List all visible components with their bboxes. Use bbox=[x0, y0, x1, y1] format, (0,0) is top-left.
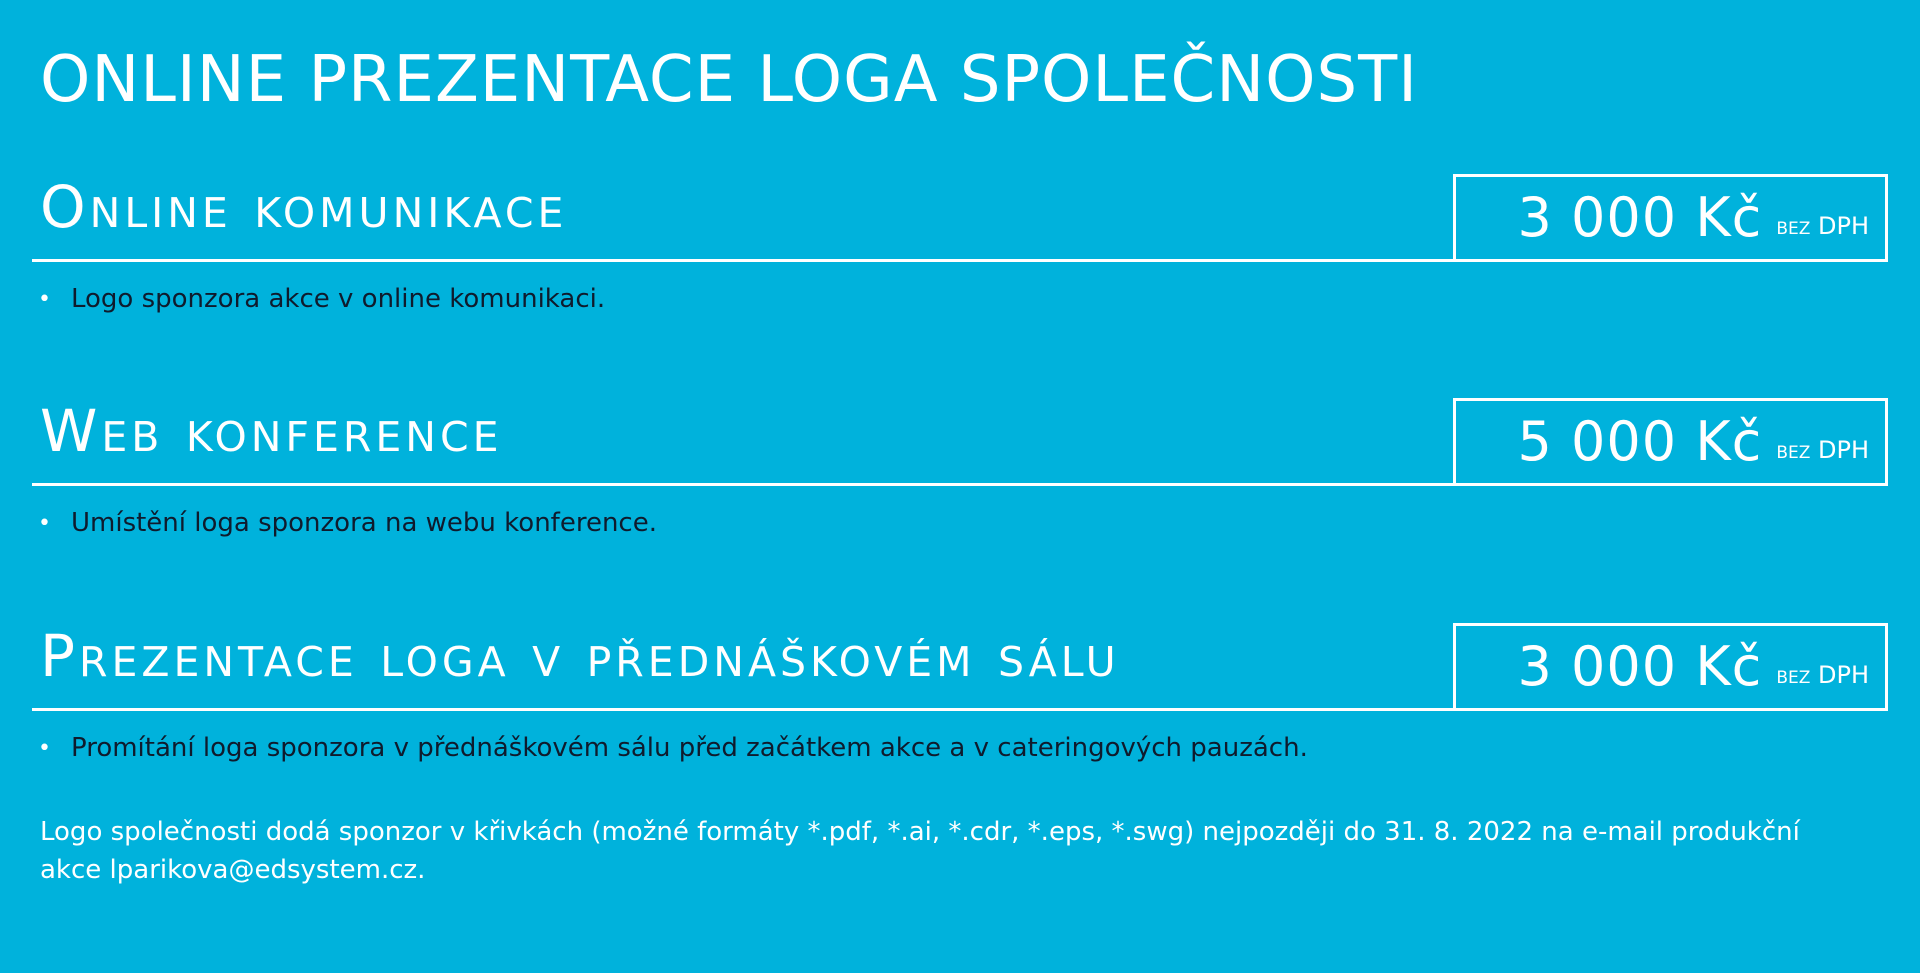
bullet-icon: • bbox=[38, 286, 51, 312]
bullet-text: Promítání loga sponzora v přednáškovém sálu před začátkem akce a v cateringových pauzách. bbox=[70, 733, 1308, 763]
bullet-icon: • bbox=[38, 510, 51, 536]
price-note: bez DPH bbox=[1776, 661, 1869, 689]
bullet-text: Logo sponzora akce v online komunikaci. bbox=[70, 284, 606, 314]
bullet-text: Umístění loga sponzora na webu konference. bbox=[70, 508, 657, 538]
list-item bbox=[38, 733, 1308, 763]
section-online-komunikace bbox=[32, 174, 1888, 262]
list-item bbox=[38, 284, 605, 314]
price-box bbox=[1453, 623, 1888, 708]
section-title: Web konference bbox=[40, 397, 503, 465]
price-amount: 5 000 Kč bbox=[1517, 410, 1763, 473]
section-title: Prezentace loga v přednáškovém sálu bbox=[40, 622, 1120, 690]
page-title: ONLINE PREZENTACE LOGA SPOLEČNOSTI bbox=[40, 43, 1419, 117]
section-divider bbox=[32, 483, 1888, 486]
section-divider bbox=[32, 259, 1888, 262]
price-note: bez DPH bbox=[1776, 212, 1869, 240]
footer-note: Logo společnosti dodá sponzor v křivkách (možné formáty *.pdf, *.ai, *.cdr, *.eps, *.swg) nejpozději do 31. 8. 2022 na e-mail produkční akce lparikova@edsystem.cz. bbox=[40, 817, 1800, 885]
bullet-icon: • bbox=[38, 735, 51, 761]
list-item bbox=[38, 508, 657, 538]
price-note: bez DPH bbox=[1776, 436, 1869, 464]
section-title: Online komunikace bbox=[40, 173, 568, 241]
section-prezentace-loga bbox=[32, 623, 1888, 711]
section-divider bbox=[32, 708, 1888, 711]
price-amount: 3 000 Kč bbox=[1517, 186, 1763, 249]
section-web-konference bbox=[32, 398, 1888, 486]
price-box bbox=[1453, 174, 1888, 259]
price-box bbox=[1453, 398, 1888, 483]
price-amount: 3 000 Kč bbox=[1517, 635, 1763, 698]
